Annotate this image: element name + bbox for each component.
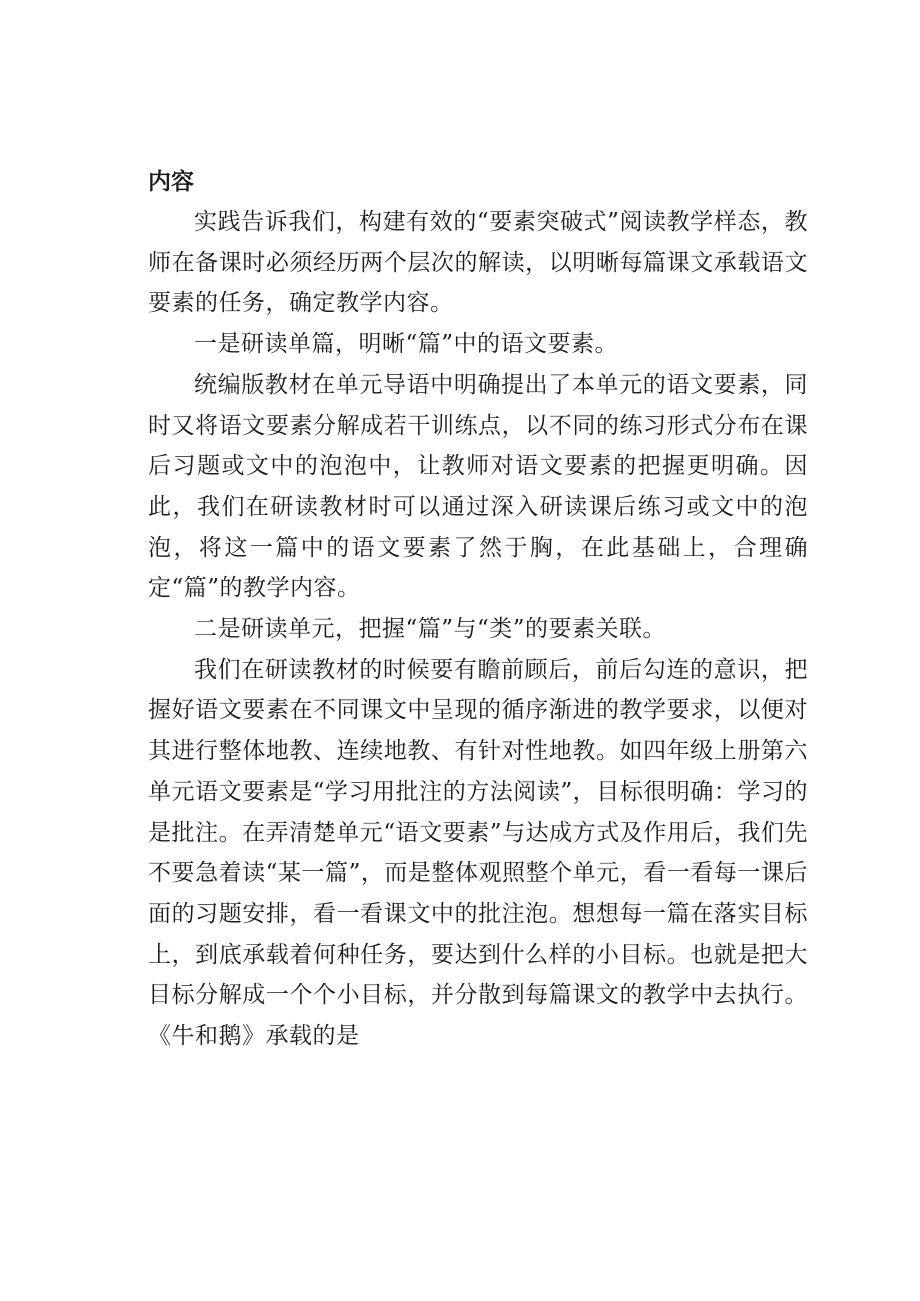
- paragraph-point-one: 一是研读单篇，明晰“篇”中的语文要素。: [194, 331, 619, 358]
- document-body: [148, 162, 808, 1057]
- paragraph-point-one-detail: 统编版教材在单元导语中明确提出了本单元的语文要素，同时又将语文要素分解成若干训练点，以不同的练习形式分布在课后习题或文中的泡泡中，让教师对语文要素的把握更明确。因此，我们在研读教材时可以通过深入研读课后练习或文中的泡泡，将这一篇中的语文要素了然于胸，在此基础上，合理确定“篇”的教学内容。: [148, 371, 808, 602]
- paragraph-intro: 实践告诉我们，构建有效的“要素突破式”阅读教学样态，教师在备课时必须经历两个层次的解读，以明晰每篇课文承载语文要素的任务，确定教学内容。: [148, 209, 808, 317]
- paragraph-point-two: 二是研读单元，把握“篇”与“类”的要素关联。: [194, 616, 667, 643]
- paragraph-point-two-detail: 我们在研读教材的时候要有瞻前顾后，前后勾连的意识，把握好语文要素在不同课文中呈现的循序渐进的教学要求，以便对其进行整体地教、连续地教、有针对性地教。如四年级上册第六单元语文要素是“学习用批注的方法阅读”，目标很明确：学习的是批注。在弄清楚单元“语文要素”与达成方式及作用后，我们先不要急着读“某一篇”，而是整体观照整个单元，看一看每一课后面的习题安排，看一看课文中的批注泡。想想每一篇在落实目标上，到底承载着何种任务，要达到什么样的小目标。也就是把大目标分解成一个个小目标，并分散到每篇课文的教学中去执行。《牛和鹅》承载的是: [148, 656, 808, 1050]
- section-heading: 内容: [148, 169, 194, 195]
